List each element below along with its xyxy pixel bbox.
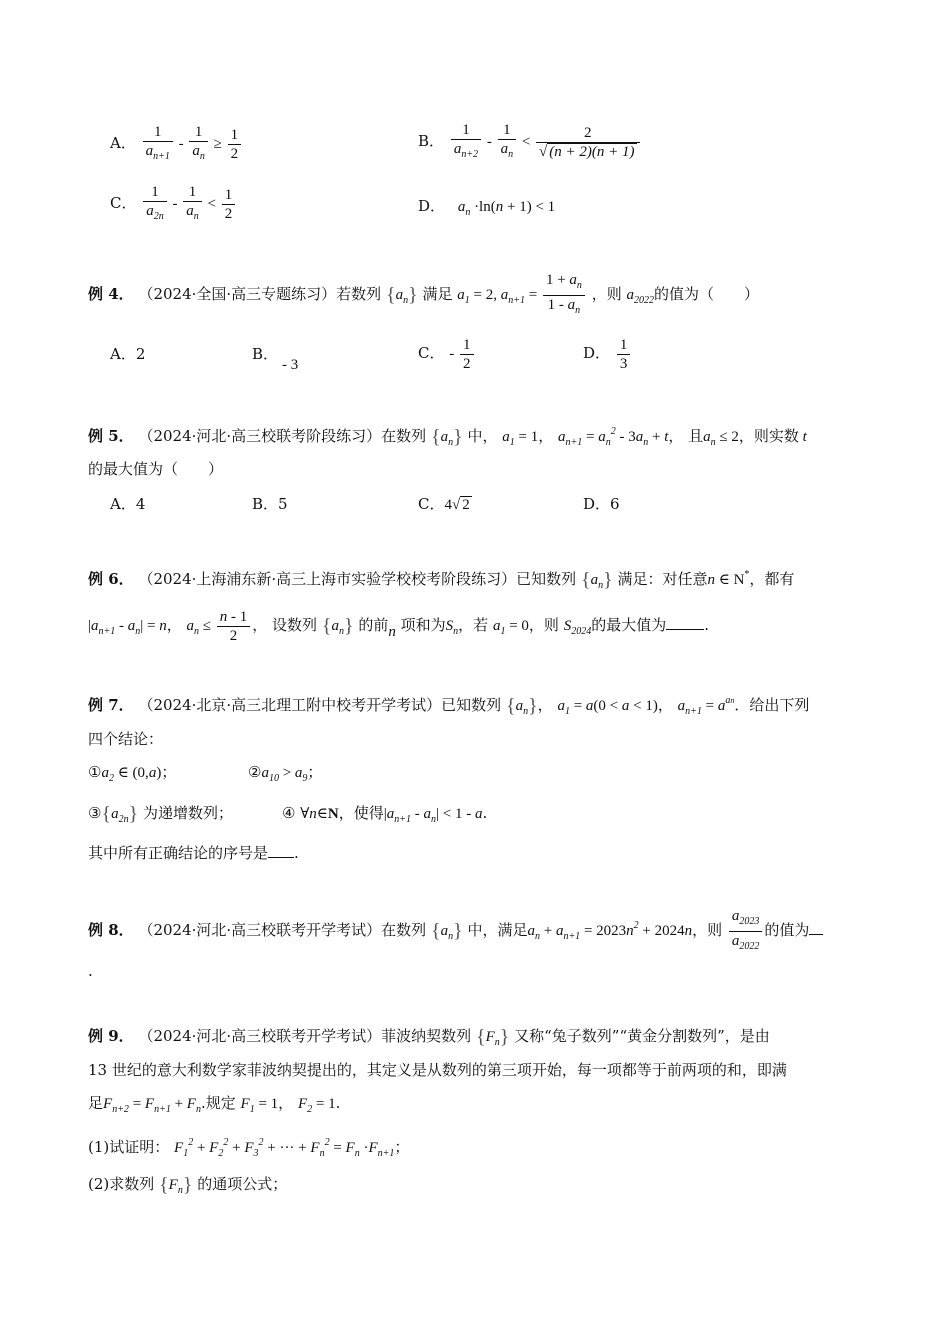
formula: $a_n \cdot\ln(n + 1) < 1$ (457, 199, 556, 218)
example-7-stem: 例 7． （2024·北京·高三北理工附中校考开学考试）已知数列 $\{a_n\}$， $a_1 = a(0 < a < 1)$， $a_{n+1} = a^{an}$．给出下列 (88, 695, 810, 717)
example-5-option-b: B．5 (252, 495, 288, 513)
example-8-period: . (88, 962, 93, 980)
example-8-stem: 例 8． （2024·河北·高三校联考开学考试）在数列 $\{a_n\}$ 中，满足$a_n + a_{n+1} = 2023n^2 + 2024n$，则 $\frac{a_{2023}}{a_{2022}}$ 的值为 (88, 903, 823, 949)
formula: $\frac{1}{3}$ (615, 346, 633, 362)
formula: 4√ 2 (444, 497, 470, 513)
example-9-part-2: (2)求数列 $\{F_n\}$ 的通项公式； (88, 1174, 288, 1196)
example-5-stem: 例 5． （2024·河北·高三校联考阶段练习）在数列 $\{a_n\}$ 中， $a_1 = 1$， $a_{n+1} = a_n^2 - 3a_n + t$， 且$a_n \le 2$，则实数 t (88, 426, 807, 448)
answer-blank (268, 843, 294, 858)
option-d: D． $a_n \cdot\ln(n + 1) < 1$ (418, 197, 556, 218)
example-5-line2: 的最大值为（ ） (88, 460, 224, 478)
example-7-conclusion-2: $②a_{10} > a_9$； (248, 763, 323, 784)
example-5-option-a: A．4 (110, 495, 146, 513)
example-7-conclusion-4: ④ ∀n∈N，使得$|a_{n+1} - a_n| < 1 - a$. (282, 804, 488, 825)
example-5-option-c: C．4√ 2 (418, 495, 470, 513)
formula: $\frac{1}{a_{n+2}}$ - $\frac{1}{a_n}$ < $\frac{2}{√ (n + 2)(n + 1)}$ (449, 134, 642, 150)
option-c: C． $\frac{1}{a_{2n}}$ - $\frac{1}{a_n}$ < $\frac{1}{2}$ (110, 180, 237, 226)
example-4-option-c: C． - $\frac{1}{2}$ (418, 330, 476, 376)
example-9-line3: 足$F_{n+2} = F_{n+1} + F_n$.规定 $F_1 = 1$， $F_2 = 1$. (88, 1094, 341, 1115)
example-6-stem: 例 6． （2024·上海浦东新·高三上海市实验学校校考阶段练习）已知数列 $\{a_n\}$ 满足：对任意n ∈ N*，都有 (88, 569, 795, 591)
example-7-conclusion-1: $①a_2$ ∈ (0,a)； (88, 763, 177, 784)
example-7-line2: 四个结论： (88, 730, 164, 748)
example-9-line2: 13 世纪的意大利数学家菲波纳契提出的，其定义是从数列的第三项开始，每一项都等于前两项的和，即满 (88, 1061, 787, 1079)
example-7-question: 其中所有正确结论的序号是 . (88, 844, 299, 862)
formula: $\frac{1}{a_{n+1}}$ - $\frac{1}{a_n}$ ≥ $\frac{1}{2}$ (141, 136, 243, 152)
formula: $a_1 = 2$, $a_{n+1}$ = $\frac{1 + a_n}{1 - a_n}$ (457, 287, 587, 303)
formula: $\frac{1}{a_{2n}}$ - $\frac{1}{a_n}$ < $\frac{1}{2}$ (141, 196, 237, 212)
example-7-conclusion-3: $③\{a_{2n}\}$ 为递增数列； (88, 803, 233, 825)
answer-blank (809, 920, 823, 935)
option-a: A． $\frac{1}{a_{n+1}}$ - $\frac{1}{a_n}$ ≥ $\frac{1}{2}$ (110, 120, 243, 166)
example-4-option-d: D． $\frac{1}{3}$ (583, 330, 632, 376)
example-4-option-a: A．2 (110, 345, 146, 363)
example-6-line2: $|a_{n+1} - a_n| = n$， $a_n$ ≤ $\frac{n - 1}{2}$ ， 设数列 $\{a_n\}$ 的前n 项和为$S_n$，若 $a_1 = 0$，则 $S_{2024}$的最大值为 . (88, 609, 710, 645)
example-9-part-1: (1)试证明： $F_1^2 + F_2^2 + F_3^2$ + ··· + $F_n^2 = F_n \cdot F_{n+1}$； (88, 1137, 410, 1159)
example-9-stem: 例 9． （2024·河北·高三校联考开学考试）菲波纳契数列 $\{F_n\}$ 又称“兔子数列”“黄金分割数列”，是由 (88, 1026, 770, 1048)
answer-blank (666, 615, 704, 630)
formula: - $\frac{1}{2}$ (449, 346, 475, 362)
option-b: B． $\frac{1}{a_{n+2}}$ - $\frac{1}{a_n}$ < $\frac{2}{√ (n + 2)(n + 1)}$ (418, 118, 642, 164)
example-4-stem: 例 4． （2024·全国·高三专题练习）若数列 $\{a_n\}$ 满足 $a_1 = 2$, $a_{n+1}$ = $\frac{1 + a_n}{1 - a_n}$ ，则 $a_{2022}$的值为（ ） (88, 272, 759, 317)
example-4-option-b: B．- 3 (252, 345, 299, 373)
example-5-option-d: D．6 (583, 495, 620, 513)
